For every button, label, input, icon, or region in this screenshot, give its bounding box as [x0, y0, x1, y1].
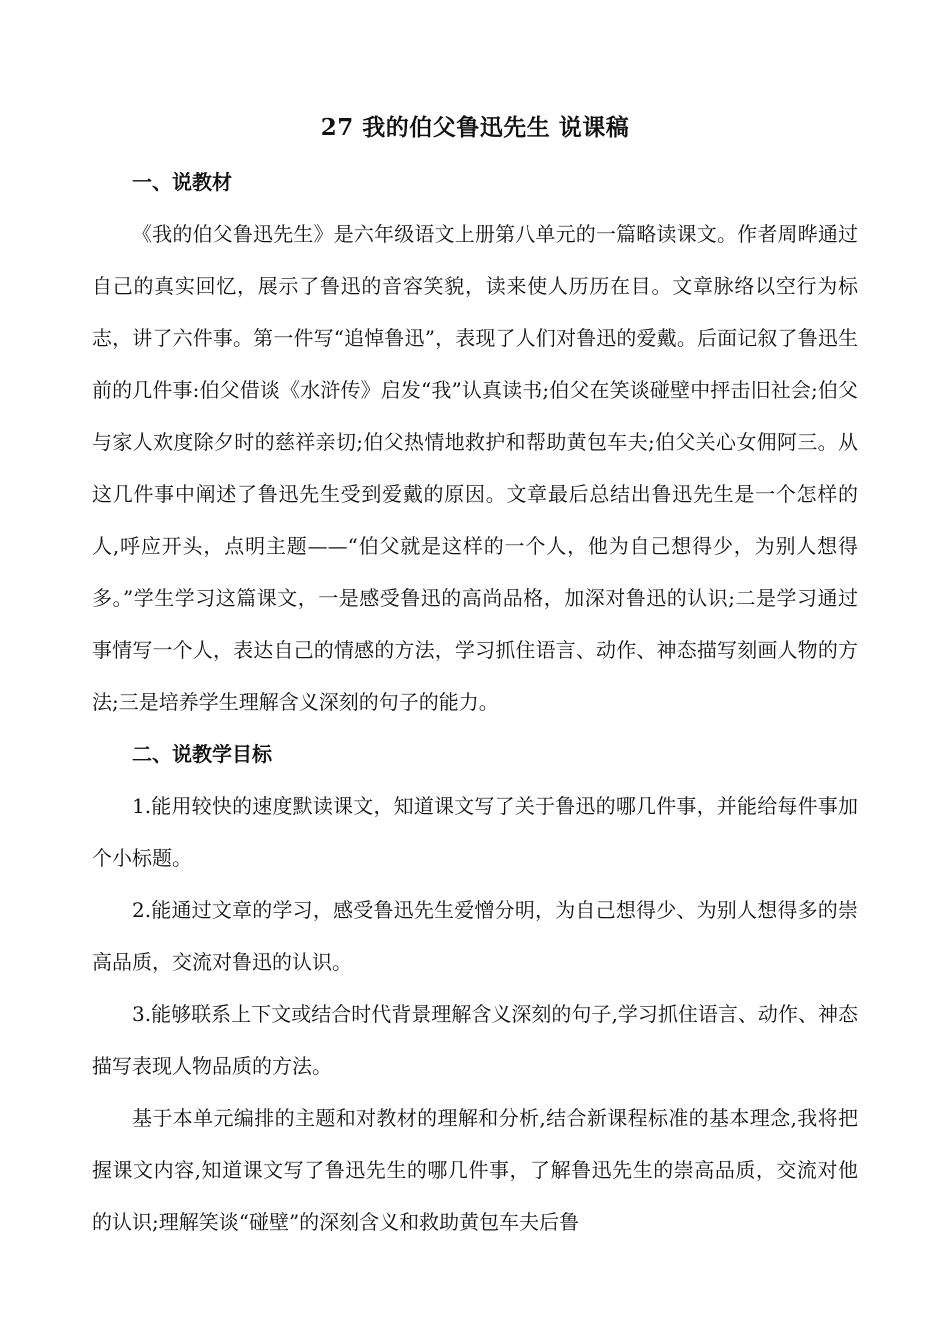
goal-item: 2.能通过文章的学习，感受鲁迅先生爱憎分明，为自己想得少、为别人想得多的崇高品质，交流对鲁迅的认识。 [92, 898, 858, 974]
section-heading: 一、说教材 [132, 170, 232, 194]
body-paragraph: 《我的伯父鲁迅先生》是六年级语文上册第八单元的一篇略读课文。作者周晔通过自己的真实回忆，展示了鲁迅的音容笑貌，读来使人历历在目。文章脉络以空行为标志，讲了六件事。第一件写“追悼鲁迅”，表现了人们对鲁迅的爱戴。后面记叙了鲁迅生前的几件事:伯父借谈《水浒传》启发“我”认真读书;伯父在笑谈碰壁中抨击旧社会;伯父与家人欢度除夕时的慈祥亲切;伯父热情地救护和帮助黄包车夫;伯父关心女佣阿三。从这几件事中阐述了鲁迅先生受到爱戴的原因。文章最后总结出鲁迅先生是一个怎样的人,呼应开头，点明主题——“伯父就是这样的一个人，他为自己想得少，为别人想得多。”学生学习这篇课文，一是感受鲁迅的高尚品格，加深对鲁迅的认识;二是学习通过事情写一个人，表达自己的情感的方法，学习抓住语言、动作、神态描写刻画人物的方法;三是培养学生理解含义深刻的句子的能力。 [92, 222, 858, 714]
section-teaching-goals [92, 728, 858, 1248]
document-page [92, 108, 858, 1248]
document-title: 27 我的伯父鲁迅先生 说课稿 [320, 114, 630, 141]
section-heading: 二、说教学目标 [132, 742, 272, 766]
goal-item: 3.能够联系上下文或结合时代背景理解含义深刻的句子,学习抓住语言、动作、神态描写表现人物品质的方法。 [92, 1002, 858, 1078]
goal-item: 1.能用较快的速度默读课文，知道课文写了关于鲁迅的哪几件事，并能给每件事加个小标题。 [92, 794, 858, 870]
body-paragraph: 基于本单元编排的主题和对教材的理解和分析,结合新课程标准的基本理念,我将把握课文内容,知道课文写了鲁迅先生的哪几件事，了解鲁迅先生的崇高品质，交流对他的认识;理解笑谈“碰壁”的深刻含义和救助黄包车夫后鲁 [92, 1106, 858, 1234]
section-textbook [92, 156, 858, 728]
